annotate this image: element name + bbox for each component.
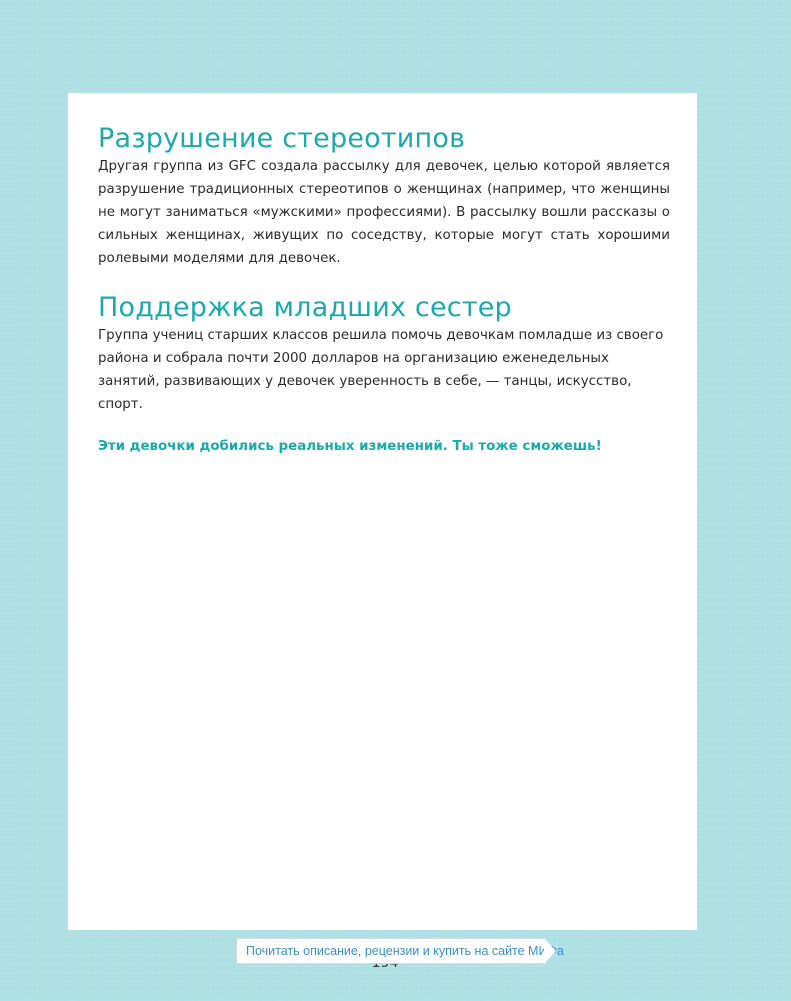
callout-text: Эти девочки добились реальных изменений. Ты тоже сможешь! bbox=[98, 439, 602, 454]
section-body: Группа учениц старших классов решила помочь девочкам помладше из своего района и собрала почти 2000 долларов на организацию еженедельных занятий, развивающих у девочек уверенность в себе, — танцы, искусство, спорт. bbox=[98, 328, 664, 412]
section-title: Поддержка младших сестер bbox=[98, 292, 512, 323]
book-page bbox=[68, 93, 697, 930]
promo-link-arrow[interactable] bbox=[544, 938, 556, 964]
promo-link-button[interactable]: Почитать описание, рецензии и купить на сайте МИФа bbox=[236, 938, 544, 964]
section-body: Другая группа из GFC создала рассылку для девочек, целью которой является разрушение традиционных стереотипов о женщинах (например, что женщины не могут заниматься «мужскими» профессиями). В рассылку вошли рассказы о сильных женщинах, живущих по соседству, которые могут стать хорошими ролевыми моделями для девочек. bbox=[98, 159, 670, 266]
section-title: Разрушение стереотипов bbox=[98, 123, 466, 154]
page-content bbox=[98, 123, 670, 458]
